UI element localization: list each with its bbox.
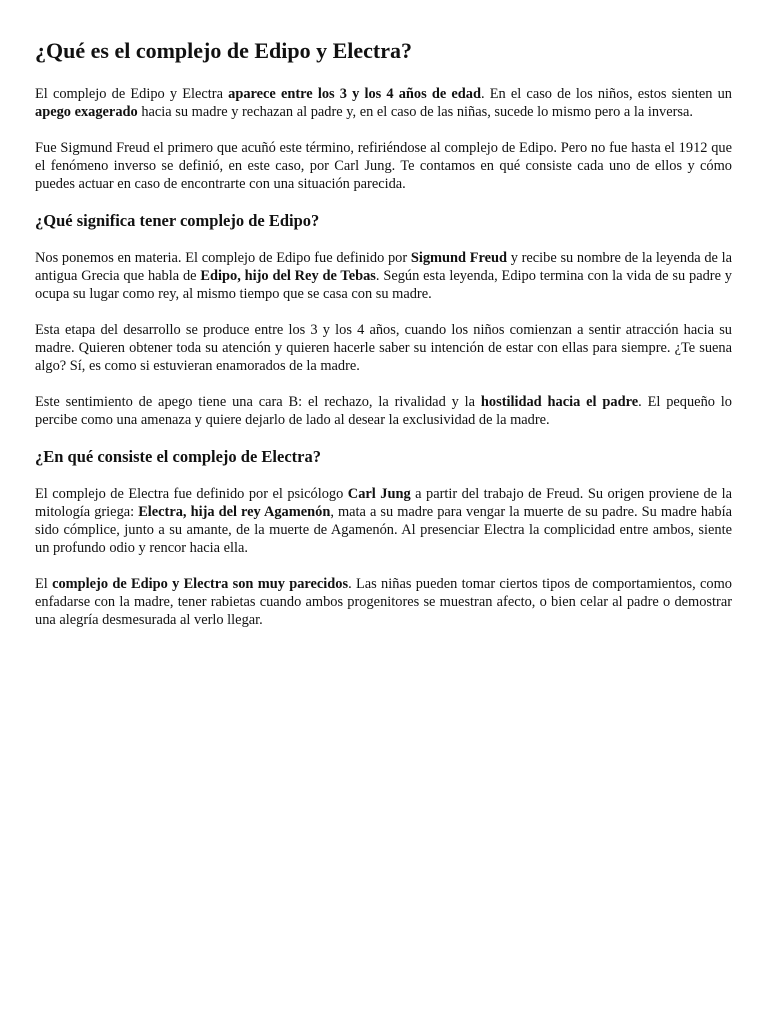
text-run: El complejo de Electra fue definido por el psicólogo: [35, 486, 348, 502]
text-run: . En el caso de los niños, estos sienten un: [481, 86, 732, 102]
section-heading-edipo: ¿Qué significa tener complejo de Edipo?: [35, 211, 320, 230]
section-heading-electra: ¿En qué consiste el complejo de Electra?: [35, 447, 321, 466]
bold-text: hostilidad hacia el padre: [480, 394, 639, 410]
text-run: Nos ponemos en materia. El complejo de Edipo fue definido por: [35, 250, 411, 266]
electra-paragraph-2: [35, 575, 732, 629]
bold-text: apego exagerado: [35, 104, 138, 120]
bold-text: Carl Jung: [347, 486, 411, 502]
text-run: Este sentimiento de apego tiene una cara B: el rechazo, la rivalidad y la: [35, 394, 481, 410]
text-run: . Según esta leyenda, Edipo termina con la vida de su padre y ocupa su lugar como rey, al mismo tiempo que se casa con su madre.: [35, 268, 732, 302]
text-run: El: [35, 576, 53, 592]
bold-text: Sigmund Freud: [410, 250, 508, 266]
intro-paragraph-1: [35, 85, 732, 121]
page-title: ¿Qué es el complejo de Edipo y Electra?: [35, 38, 413, 63]
edipo-paragraph-2: Esta etapa del desarrollo se produce entre los 3 y los 4 años, cuando los niños comienzan a sentir atracción hacia su madre. Quieren obtener toda su atención y quieren hacerle saber su intención de estar con ellas para siempre. ¿Te suena algo? Sí, es como si estuvieran enamorados de la madre.: [35, 322, 732, 374]
electra-paragraph-1: [35, 485, 732, 557]
bold-text: Electra, hija del rey Agamenón: [138, 504, 331, 520]
edipo-paragraph-1: [35, 249, 732, 303]
text-run: . Las niñas pueden tomar ciertos tipos de comportamientos, como enfadarse con la madre, tener rabietas cuando ambos progenitores se muestran afecto, o bien celar al padre o demostrar una alegría desmesurada al verlo llegar.: [35, 576, 732, 628]
edipo-paragraph-3: [35, 393, 732, 429]
text-run: y recibe su nombre de la leyenda de la antigua Grecia que habla de: [35, 250, 733, 284]
bold-text: complejo de Edipo y Electra son muy parecidos: [52, 576, 349, 592]
bold-text: Edipo, hijo del Rey de Tebas: [200, 268, 376, 284]
text-run: , mata a su madre para vengar la muerte de su padre. Su madre había sido cómplice, junto a su amante, de la muerte de Agamenón. Al presenciar Electra la complicidad entre ambos, siente un profundo odio y rencor hacia ella.: [35, 504, 733, 556]
text-run: . El pequeño lo percibe como una amenaza y quiere dejarlo de lado al desear la exclusividad de la madre.: [35, 394, 733, 428]
text-run: El complejo de Edipo y Electra: [35, 86, 229, 102]
text-run: a partir del trabajo de Freud. Su origen proviene de la mitología griega:: [35, 486, 732, 520]
text-run: hacia su madre y rechazan al padre y, en el caso de las niñas, sucede lo mismo pero a la inversa.: [137, 104, 693, 120]
bold-text: aparece entre los 3 y los 4 años de edad: [228, 86, 482, 102]
intro-paragraph-2: Fue Sigmund Freud el primero que acuñó este término, refiriéndose al complejo de Edipo. Pero no fue hasta el 1912 que el fenómeno inverso se definió, en este caso, por Carl Jung. Te contamos en qué consiste cada uno de ellos y cómo puedes actuar en caso de encontrarte con una situación parecida.: [35, 140, 732, 192]
